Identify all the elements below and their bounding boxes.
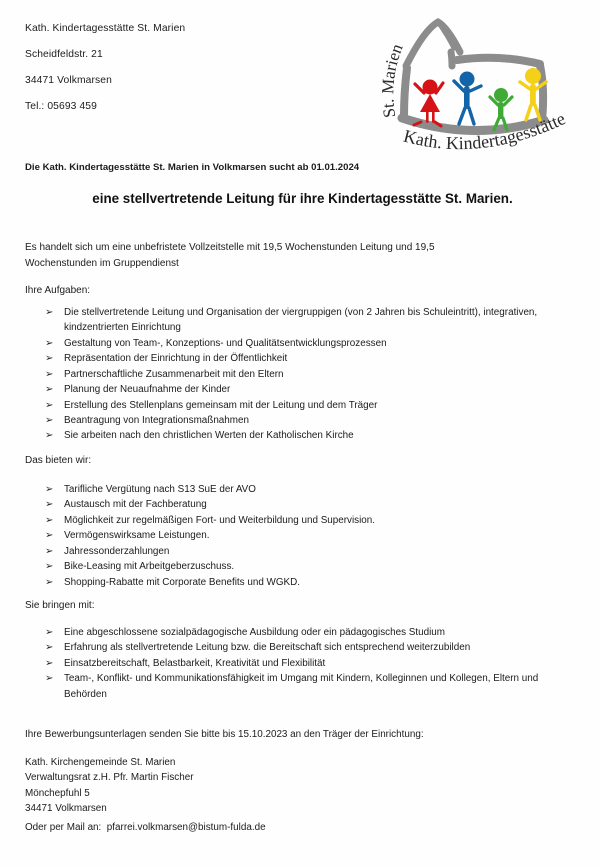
- list-item-text: Gestaltung von Team-, Konzeptions- und Qualitätsentwicklungsprozessen: [64, 337, 387, 349]
- bullet-arrow-icon: ➢: [45, 514, 54, 526]
- list-item: [45, 351, 565, 366]
- bullet-arrow-icon: ➢: [45, 337, 54, 349]
- bullet-arrow-icon: ➢: [45, 368, 54, 380]
- list-item: [45, 428, 565, 443]
- bullet-arrow-icon: ➢: [45, 484, 54, 495]
- list-item-text: Partnerschaftliche Zusammenarbeit mit den Eltern: [64, 368, 284, 380]
- kindertagesstaette-logo: [344, 8, 594, 156]
- list-item-text: Jahressonderzahlungen: [64, 545, 170, 557]
- list-item-text: Vermögenswirksame Leistungen.: [64, 530, 210, 542]
- logo-bottom-text: Kath. Kindertagesstätte: [401, 108, 569, 154]
- bullet-arrow-icon: ➢: [45, 576, 54, 588]
- list-item: [45, 382, 565, 397]
- list-item-text: Tarifliche Vergütung nach S13 SuE der AVO: [64, 484, 256, 495]
- bullet-arrow-icon: ➢: [45, 399, 54, 411]
- list-item-text: Shopping-Rabatte mit Corporate Benefits und WGKD.: [64, 576, 301, 588]
- list-item: [45, 413, 565, 428]
- list-item-text: Einsatzbereitschaft, Belastbarkeit, Kreativität und Flexibilität: [64, 657, 326, 669]
- list-item: [45, 513, 565, 528]
- email-contact-line: [25, 820, 545, 835]
- list-item: [45, 336, 565, 351]
- list-item: [45, 305, 565, 335]
- address-line: Kath. Kindertagesstätte St. Marien: [25, 23, 186, 34]
- list-item-text: Möglichkeit zur regelmäßigen Fort- und Weiterbildung und Supervision.: [64, 514, 376, 526]
- bullet-arrow-icon: ➢: [45, 384, 54, 396]
- bullet-arrow-icon: ➢: [45, 415, 54, 426]
- bullet-arrow-icon: ➢: [45, 673, 54, 685]
- list-item-text: Erstellung des Stellenplans gemeinsam mit der Leitung und dem Träger: [64, 399, 378, 411]
- sender-address-block: [25, 16, 345, 120]
- list-item-text: Beantragung von Integrationsmaßnahmen: [64, 415, 250, 426]
- list-item: [45, 575, 565, 590]
- document-header: [0, 0, 600, 158]
- list-item-text: Bike-Leasing mit Arbeitgeberzuschuss.: [64, 561, 235, 573]
- intro-sentence: Die Kath. Kindertagesstätte St. Marien in Volkmarsen sucht ab 01.01.2024: [25, 162, 360, 173]
- list-item: [45, 625, 565, 640]
- tasks-list: [45, 305, 565, 444]
- offer-list: [45, 482, 565, 590]
- email-address[interactable]: pfarrei.volkmarsen@bistum-fulda.de: [106, 822, 266, 833]
- bullet-arrow-icon: ➢: [45, 545, 54, 557]
- bullet-arrow-icon: ➢: [45, 642, 54, 654]
- bullet-arrow-icon: ➢: [45, 657, 54, 669]
- list-item-text: Erfahrung als stellvertretende Leitung bzw. die Bereitschaft sich entsprechend weiterzubilden: [64, 642, 471, 654]
- section-heading-offer: Das bieten wir:: [25, 455, 92, 466]
- address-line: 34471 Volkmarsen: [25, 75, 112, 86]
- child-blue: [454, 72, 481, 125]
- email-label: Oder per Mail an:: [25, 822, 102, 833]
- address-line: Tel.: 05693 459: [25, 101, 97, 112]
- list-item-text: Planung der Neuaufnahme der Kinder: [64, 384, 231, 396]
- list-item: [45, 640, 565, 655]
- section-heading-requirements: Sie bringen mit:: [25, 600, 95, 611]
- bullet-arrow-icon: ➢: [45, 353, 54, 365]
- bullet-arrow-icon: ➢: [45, 499, 54, 511]
- list-item: [45, 671, 565, 701]
- list-item: [45, 656, 565, 671]
- list-item-text: Austausch mit der Fachberatung: [64, 499, 207, 511]
- list-item: [45, 398, 565, 413]
- list-item: [45, 482, 565, 497]
- job-title-headline: eine stellvertretende Leitung für ihre Kindertagesstätte St. Marien.: [92, 191, 513, 206]
- list-item-text: Sie arbeiten nach den christlichen Werten der Katholischen Kirche: [64, 430, 354, 442]
- bullet-arrow-icon: ➢: [45, 561, 54, 573]
- section-heading-tasks: Ihre Aufgaben:: [25, 285, 91, 296]
- logo-top-text: St. Marien: [378, 41, 407, 119]
- recipient-address-block: [25, 755, 545, 817]
- list-item: [45, 544, 565, 559]
- bullet-arrow-icon: ➢: [45, 627, 54, 638]
- employment-terms-paragraph: Es handelt sich um eine unbefristete Vollzeitstelle mit 19,5 Wochenstunden Leitung und 19,5 Wochenstunden im Gruppendienst: [25, 242, 435, 269]
- list-item: [45, 367, 565, 382]
- bullet-arrow-icon: ➢: [45, 530, 54, 542]
- recipient-line: Mönchepfuhl 5: [25, 787, 90, 799]
- requirements-list: [45, 625, 565, 702]
- recipient-line: Kath. Kirchengemeinde St. Marien: [25, 757, 176, 768]
- list-item-text: Eine abgeschlossene sozialpädagogische Ausbildung oder ein pädagogisches Studium: [64, 627, 446, 638]
- recipient-line: 34471 Volkmarsen: [25, 803, 107, 815]
- list-item: [45, 559, 565, 574]
- application-deadline-text: Ihre Bewerbungsunterlagen senden Sie bitte bis 15.10.2023 an den Träger der Einrichtung:: [25, 729, 424, 740]
- recipient-line: Verwaltungsrat z.H. Pfr. Martin Fischer: [25, 772, 194, 784]
- list-item-text: Team-, Konflikt- und Kommunikationsfähigkeit im Umgang mit Kindern, Kolleginnen und Kollegen, Eltern und Behörden: [64, 673, 539, 700]
- bullet-arrow-icon: ➢: [45, 307, 54, 318]
- list-item: [45, 528, 565, 543]
- list-item-text: Repräsentation der Einrichtung in der Öffentlichkeit: [64, 353, 288, 365]
- address-line: Scheidfeldstr. 21: [25, 49, 103, 60]
- list-item-text: Die stellvertretende Leitung und Organisation der viergruppigen (von 2 Jahren bis Schuleintritt), integrativen, kindzentrierten Einrichtung: [64, 307, 538, 334]
- bullet-arrow-icon: ➢: [45, 430, 54, 442]
- list-item: [45, 497, 565, 512]
